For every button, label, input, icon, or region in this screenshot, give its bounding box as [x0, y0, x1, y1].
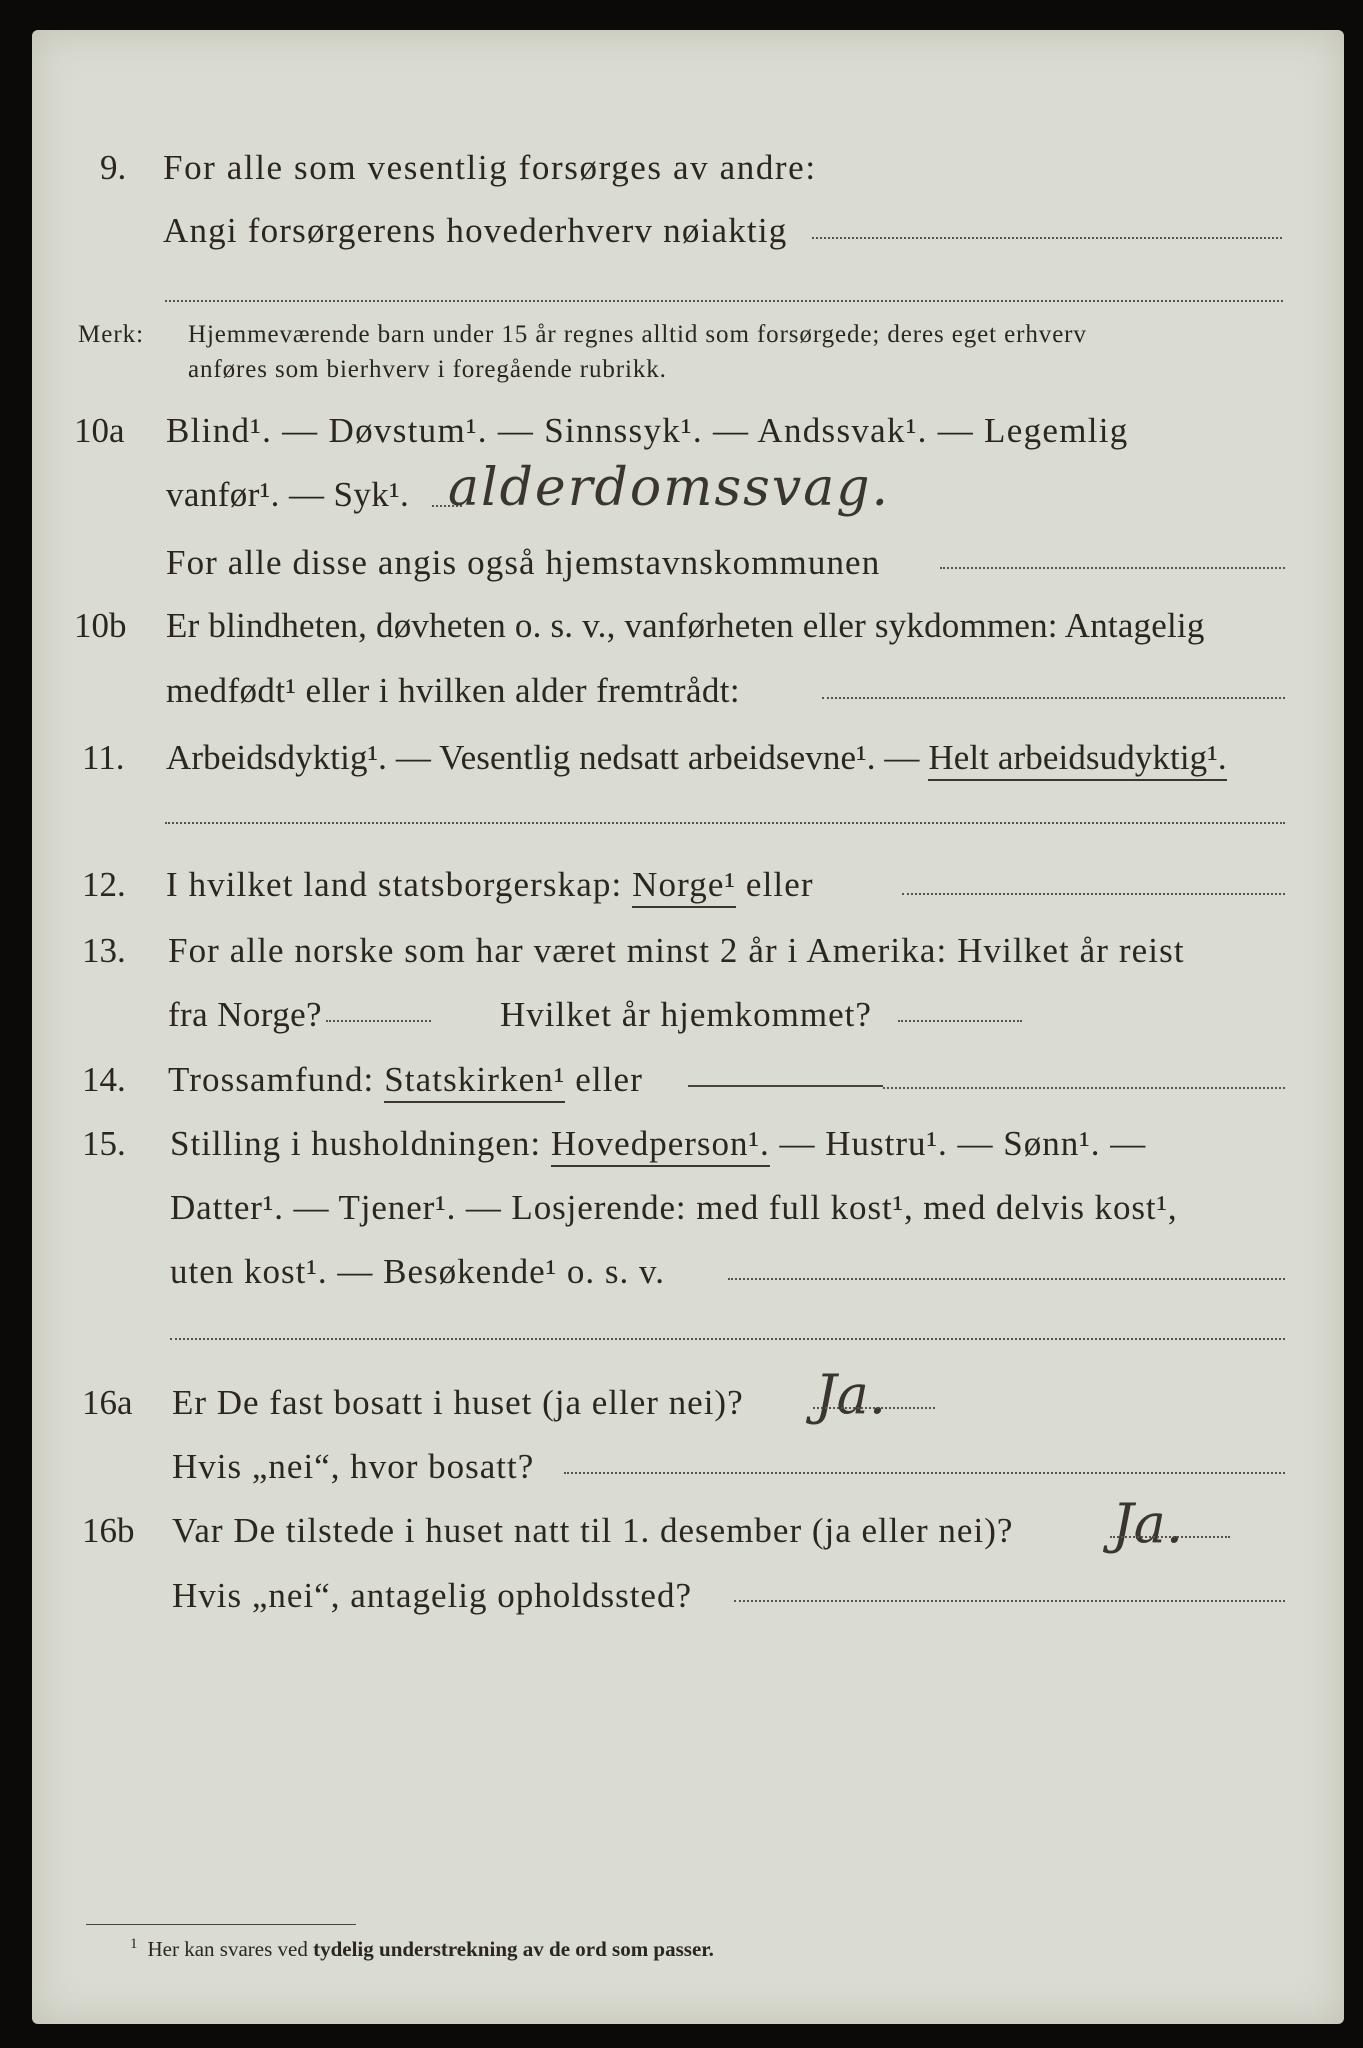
q16b-line2: Hvis „nei“, antagelig opholdssted?	[172, 1576, 692, 1615]
q12-number: 12.	[82, 865, 126, 904]
q13-year-returned-line	[898, 1020, 1022, 1022]
q16b-line1: Var De tilstede i huset natt til 1. desember (ja eller nei)?	[172, 1511, 1014, 1550]
q16b-handwritten-answer: Ja.	[1112, 1492, 1184, 1555]
q16a-handwritten-answer: Ja.	[815, 1363, 887, 1426]
q15-line3: uten kost¹. — Besøkende¹ o. s. v.	[170, 1252, 666, 1291]
q10a-handwritten-answer: alderdomssvag.	[448, 458, 891, 518]
q16a-address-line	[564, 1472, 1285, 1474]
q11-number: 11.	[82, 738, 125, 777]
q14-eller: eller	[565, 1060, 643, 1099]
q14-text	[168, 1062, 643, 1097]
footnote-text-emphasis: tydelig understrekning	[313, 1937, 518, 1961]
q10b-line1: Er blindheten, døvheten o. s. v., vanførheten eller sykdommen: Antagelig	[166, 606, 1205, 645]
merk-label: Merk:	[78, 321, 145, 348]
q15-selected-option: Hovedperson¹.	[551, 1124, 770, 1167]
footnote-rule	[86, 1924, 356, 1925]
q13-line1: For alle norske som har været minst 2 år i Amerika: Hvilket år reist	[168, 931, 1185, 970]
q9-extra-line	[165, 300, 1283, 302]
q16a-answer-line	[813, 1407, 935, 1409]
footnote-text-a: Her kan svares ved	[147, 1937, 314, 1961]
q10b-answer-line	[822, 697, 1285, 699]
footnote-text-c: av de ord som passer.	[517, 1937, 714, 1961]
merk-line1: Hjemmeværende barn under 15 år regnes alltid som forsørgede; deres eget erhverv	[188, 321, 1087, 348]
q11-text	[166, 740, 1227, 775]
q10a-line3: For alle disse angis også hjemstavnskommunen	[166, 543, 881, 582]
q9-line1: For alle som vesentlig forsørges av andre:	[163, 148, 817, 187]
q10b-number: 10b	[74, 606, 127, 645]
q14-question: Trossamfund:	[168, 1060, 385, 1099]
q14-selected-option: Statskirken¹	[384, 1060, 565, 1103]
q16b-answer-line	[1110, 1536, 1230, 1538]
q13-number: 13.	[82, 931, 126, 970]
q10a-line1: Blind¹. — Døvstum¹. — Sinnssyk¹. — Andssvak¹. — Legemlig	[166, 411, 1129, 450]
q13-line2a: fra Norge?	[168, 995, 322, 1034]
q15-answer-line	[728, 1278, 1285, 1280]
q12-eller: eller	[736, 865, 814, 904]
q13-line2b: Hvilket år hjemkommet?	[500, 995, 872, 1034]
q15-other-options: — Hustru¹. — Sønn¹. —	[769, 1124, 1147, 1163]
q11-options: Arbeidsdyktig¹. — Vesentlig nedsatt arbeidsevne¹. —	[166, 738, 929, 777]
q10b-line2: medfødt¹ eller i hvilken alder fremtrådt:	[166, 671, 741, 710]
q10a-hometown-line	[940, 567, 1285, 569]
q16b-number: 16b	[82, 1511, 135, 1550]
q14-underline	[688, 1085, 883, 1087]
q15-line2: Datter¹. — Tjener¹. — Losjerende: med full kost¹, med delvis kost¹,	[170, 1188, 1178, 1227]
q9-answer-line	[812, 237, 1282, 239]
q16a-line1: Er De fast bosatt i huset (ja eller nei)?	[172, 1383, 744, 1422]
q11-extra-line	[165, 822, 1285, 824]
q15-extra-line	[170, 1338, 1285, 1340]
q16a-line2: Hvis „nei“, hvor bosatt?	[172, 1447, 535, 1486]
q12-text	[166, 867, 814, 902]
q12-question: I hvilket land statsborgerskap:	[166, 865, 633, 904]
q12-answer-line	[902, 893, 1285, 895]
q9-line2: Angi forsørgerens hovederhverv nøiaktig	[163, 211, 788, 250]
q15-number: 15.	[82, 1124, 126, 1163]
q9-number: 9.	[100, 148, 127, 187]
q13-year-left-line	[326, 1020, 431, 1022]
q10a-line2: vanfør¹. — Syk¹.	[166, 475, 410, 514]
q16b-place-line	[734, 1600, 1285, 1602]
q14-number: 14.	[82, 1060, 126, 1099]
q11-selected-option: Helt arbeidsudyktig¹.	[928, 738, 1226, 781]
q16a-number: 16a	[82, 1383, 133, 1422]
q10a-number: 10a	[74, 411, 125, 450]
q15-line1	[170, 1126, 1146, 1161]
q12-selected-option: Norge¹	[632, 865, 736, 908]
footnote	[130, 1937, 714, 1960]
q14-answer-line	[883, 1087, 1285, 1089]
q15-question: Stilling i husholdningen:	[170, 1124, 551, 1163]
footnote-mark: 1	[130, 1936, 138, 1952]
merk-line2: anføres som bierhverv i foregående rubrikk.	[188, 356, 667, 383]
